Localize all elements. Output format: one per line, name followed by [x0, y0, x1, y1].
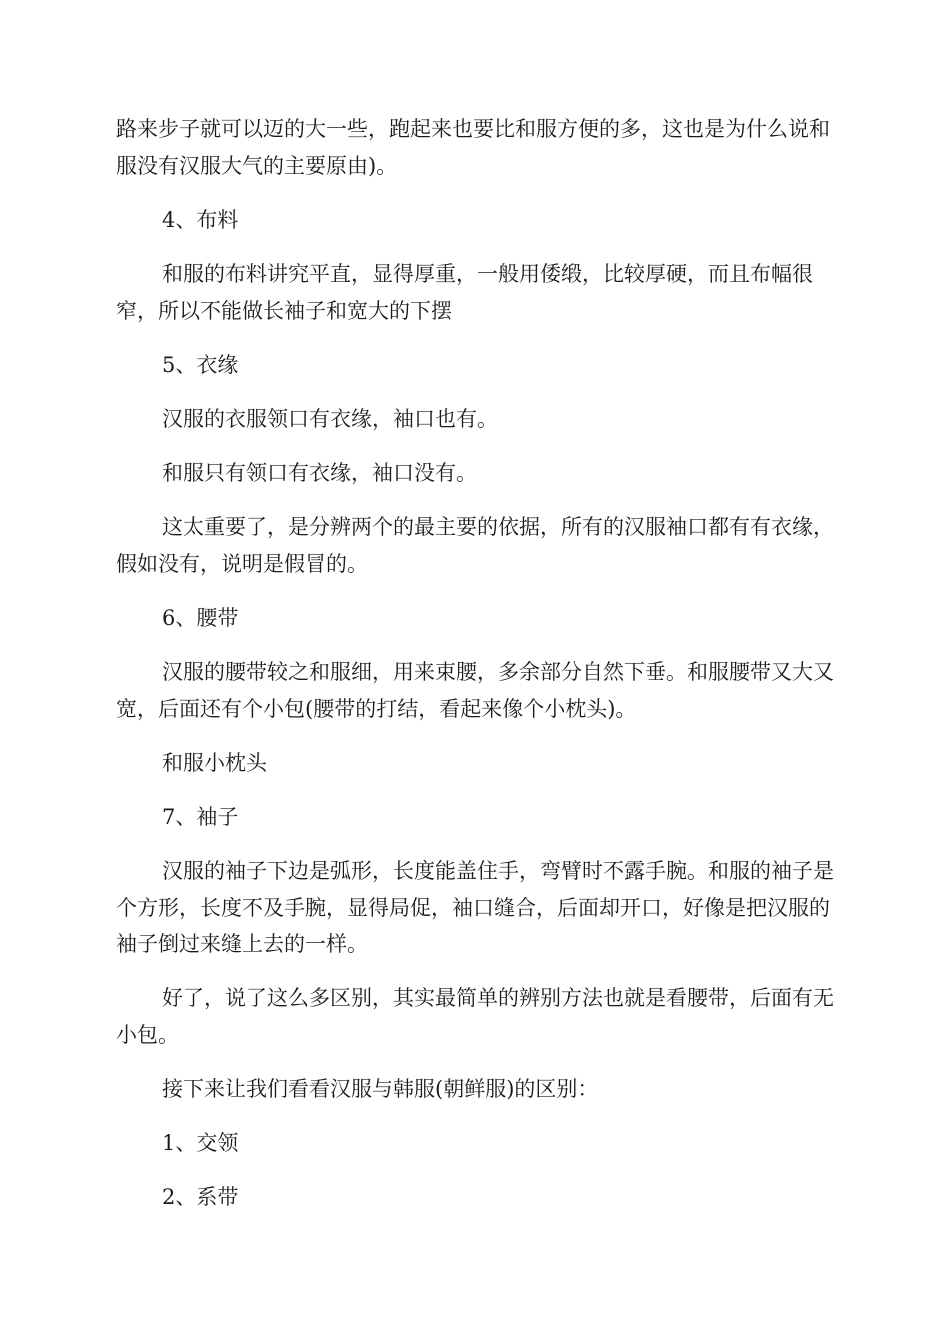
paragraph-hanfu-trim: 汉服的衣服领口有衣缘，袖口也有。: [162, 406, 498, 431]
paragraph-kimono-trim: 和服只有领口有衣缘，袖口没有。: [162, 460, 477, 485]
paragraph-fabric: 和服的布料讲究平直，显得厚重，一般用倭缎，比较厚硬，而且布幅很窄，所以不能做长袖子和宽大的下摆: [116, 261, 813, 323]
section-heading-ties: 2、系带: [162, 1185, 239, 1210]
paragraph-sleeves: 汉服的袖子下边是弧形，长度能盖住手，弯臂时不露手腕。和服的袖子是个方形，长度不及手腕，显得局促，袖口缝合，后面却开口，好像是把汉服的袖子倒过来缝上去的一样。: [116, 858, 834, 957]
section-heading-collar: 1、交领: [162, 1131, 239, 1156]
section-heading-fabric: 4、布料: [162, 207, 239, 232]
paragraph-trim-importance: 这太重要了，是分辨两个的最主要的依据，所有的汉服袖口都有有衣缘，假如没有，说明是假冒的。: [116, 514, 834, 576]
section-heading-belt: 6、腰带: [162, 605, 239, 630]
section-heading-sleeves: 7、袖子: [162, 804, 239, 829]
paragraph-korean-intro: 接下来让我们看看汉服与韩服(朝鲜服)的区别：: [162, 1077, 599, 1102]
paragraph-kimono-pillow: 和服小枕头: [162, 750, 267, 775]
paragraph-belt: 汉服的腰带较之和服细，用来束腰，多余部分自然下垂。和服腰带又大又宽，后面还有个小包(腰带的打结，看起来像个小枕头)。: [116, 659, 834, 721]
document-body: [116, 111, 836, 1216]
paragraph-1: 路来步子就可以迈的大一些，跑起来也要比和服方便的多，这也是为什么说和服没有汉服大气的主要原由)。: [116, 117, 830, 178]
section-heading-trim: 5、衣缘: [162, 352, 239, 377]
paragraph-summary: 好了，说了这么多区别，其实最简单的辨别方法也就是看腰带，后面有无小包。: [116, 986, 834, 1048]
